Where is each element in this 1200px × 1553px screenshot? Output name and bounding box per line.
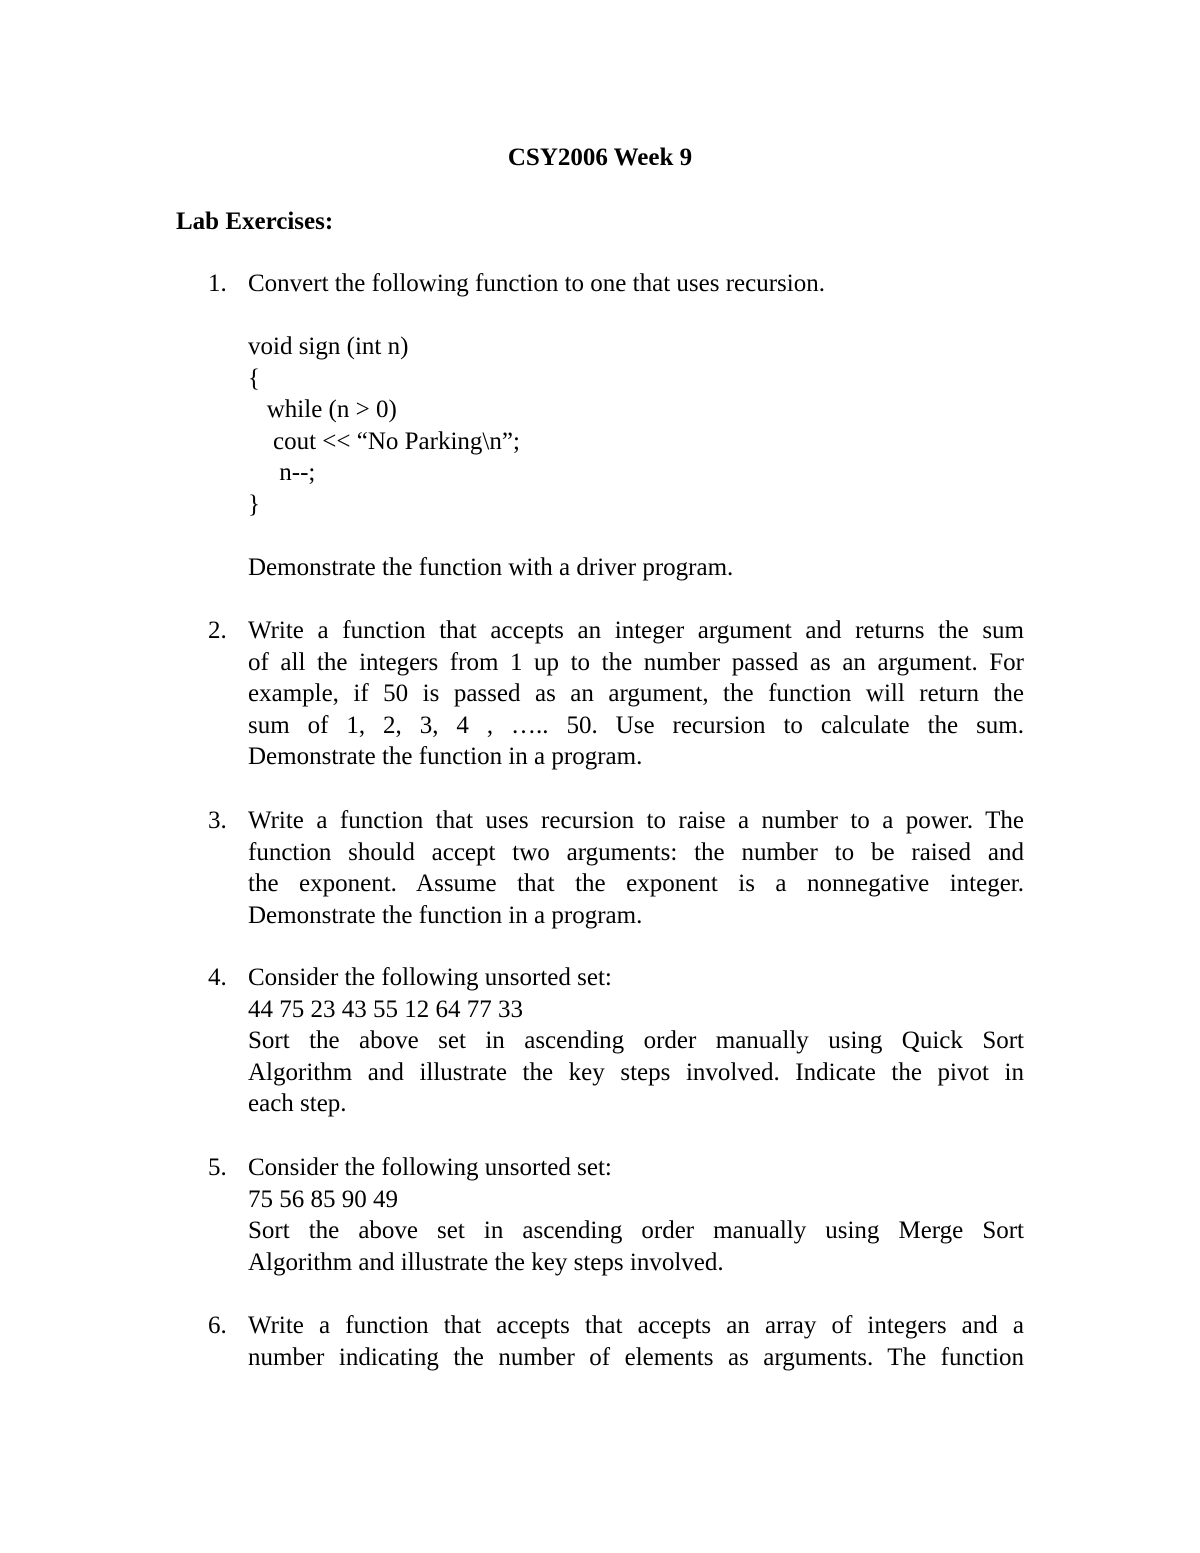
exercise-number: 1. (208, 270, 227, 297)
exercise-text-line: Write a function that uses recursion to raise a number to a power. The (248, 807, 1024, 834)
code-line: } (248, 490, 260, 518)
exercise-text-line: Consider the following unsorted set: (248, 1154, 612, 1181)
code-line: while (n > 0) (248, 396, 397, 423)
exercise-number: 4. (208, 964, 227, 991)
exercise-text-line: example, if 50 is passed as an argument, the function will return the (248, 680, 1024, 707)
exercise-text-line: Demonstrate the function in a program. (248, 901, 643, 929)
exercise-4 (208, 962, 1024, 1120)
exercise-6 (208, 1310, 1024, 1373)
exercise-text-line: of all the integers from 1 up to the number passed as an argument. For (248, 648, 1024, 676)
exercise-text-line: Write a function that accepts that accepts an array of integers and a (248, 1312, 1024, 1339)
code-line: { (248, 364, 260, 392)
unsorted-set: 75 56 85 90 49 (248, 1185, 398, 1213)
exercise-text-line: Sort the above set in ascending order manually using Quick Sort (248, 1027, 1024, 1054)
exercise-number: 3. (208, 807, 227, 834)
exercise-text-line: Demonstrate the function in a program. (248, 743, 643, 770)
exercise-text: Convert the following function to one that uses recursion. (248, 270, 825, 297)
code-line: cout << “No Parking\n”; (248, 427, 520, 455)
exercise-text-line: sum of 1, 2, 3, 4 , ….. 50. Use recursion to calculate the sum. (248, 711, 1024, 739)
unsorted-set: 44 75 23 43 55 12 64 77 33 (248, 995, 523, 1023)
exercise-2 (208, 615, 1024, 773)
exercise-number: 6. (208, 1312, 227, 1339)
exercise-5 (208, 1152, 1024, 1278)
code-line: void sign (int n) (248, 333, 409, 360)
exercise-text-line: Algorithm and illustrate the key steps involved. Indicate the pivot in (248, 1058, 1024, 1086)
exercise-text-line: Sort the above set in ascending order manually using Merge Sort (248, 1217, 1024, 1244)
exercise-text-line: each step. (248, 1090, 347, 1117)
exercise-text-line: Write a function that accepts an integer argument and returns the sum (248, 617, 1024, 644)
section-heading: Lab Exercises: (176, 208, 334, 235)
exercise-text-line: function should accept two arguments: the number to be raised and (248, 838, 1024, 866)
document-title: CSY2006 Week 9 (507, 144, 693, 171)
exercise-text-line: Consider the following unsorted set: (248, 964, 612, 991)
exercise-text-line: the exponent. Assume that the exponent is a nonnegative integer. (248, 870, 1024, 897)
code-line: n--; (248, 459, 316, 486)
exercise-1 (208, 268, 1024, 583)
exercise-3 (208, 805, 1024, 931)
exercise-number: 2. (208, 617, 227, 644)
exercise-text-line: number indicating the number of elements as arguments. The function (248, 1343, 1024, 1371)
exercise-number: 5. (208, 1154, 227, 1181)
exercise-text: Demonstrate the function with a driver program. (248, 553, 734, 581)
exercise-text-line: Algorithm and illustrate the key steps involved. (248, 1248, 724, 1276)
